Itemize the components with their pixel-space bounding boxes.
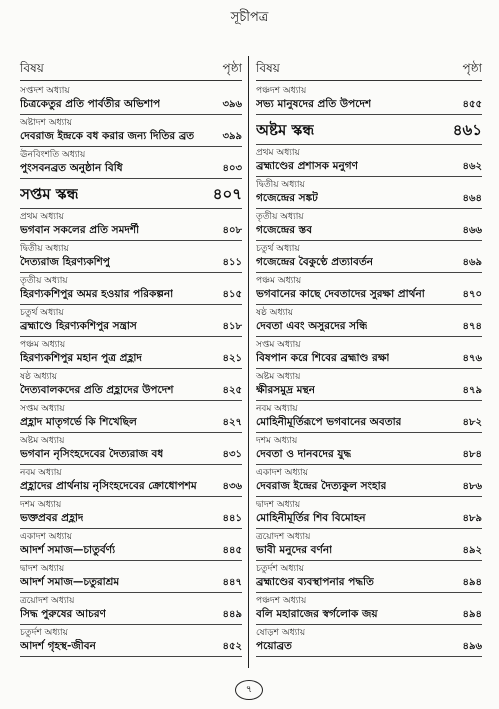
toc-entry <box>256 256 482 273</box>
entry-label: ভগবান সকলের প্রতি সমদর্শী <box>20 224 140 236</box>
entry-label: ভাবী মনুদের বর্ণনা <box>256 544 333 556</box>
toc-entry <box>20 320 242 337</box>
toc-entry <box>20 640 242 657</box>
toc-entry <box>256 480 482 497</box>
entry-page-number: ৪১১ <box>222 257 242 268</box>
entry-label: বিষপান করে শিবের ব্রহ্মাণ্ড রক্ষা <box>256 352 390 364</box>
entry-label: পঞ্চদশ অধ্যায় <box>256 596 307 606</box>
entry-page-number: ৪০৭ <box>212 185 242 203</box>
entry-label: অষ্টম অধ্যায় <box>256 372 301 382</box>
entry-label: একাদশ অধ্যায় <box>256 468 309 478</box>
entry-page-number: ৪০৩ <box>222 163 242 174</box>
chapter-heading <box>20 305 242 320</box>
entry-label: গজেন্দ্রের স্তব <box>256 224 313 236</box>
chapter-heading <box>256 433 482 448</box>
chapter-heading <box>256 561 482 576</box>
entry-label: ত্রয়োদশ অধ্যায় <box>20 596 75 606</box>
entry-label: ক্ষীরসমুদ্র মন্থন <box>256 384 315 396</box>
chapter-heading <box>20 433 242 448</box>
entry-label: প্রথম অধ্যায় <box>20 212 64 222</box>
entry-page-number: ৪৩১ <box>222 449 242 460</box>
entry-page-number: ৪৭৯ <box>462 385 482 396</box>
entry-label: চতুর্দশ অধ্যায় <box>20 628 68 638</box>
toc-left-column <box>20 60 242 657</box>
toc-entry <box>20 256 242 273</box>
column-header <box>20 60 242 81</box>
entry-page-number: ৪৯৬ <box>462 641 482 652</box>
entry-label: চতুর্থ অধ্যায় <box>256 244 300 254</box>
entry-page-number: ৪৭০ <box>462 289 482 300</box>
entry-page-number: ৪২৫ <box>222 385 242 396</box>
entry-label: দ্বিতীয় অধ্যায় <box>20 244 69 254</box>
toc-entry <box>256 544 482 561</box>
chapter-heading <box>20 529 242 544</box>
entry-label: দ্বাদশ অধ্যায় <box>256 500 301 510</box>
canto-heading <box>256 115 482 145</box>
entry-label: চিত্রকেতুর প্রতি পার্বতীর অভিশাপ <box>20 98 161 110</box>
toc-entry <box>20 352 242 369</box>
entry-page-number: ৪৮৯ <box>462 513 482 524</box>
entry-page-number: ৩৯৯ <box>222 131 242 142</box>
chapter-heading <box>256 273 482 288</box>
entry-page-number: ৪৬১ <box>452 121 482 139</box>
entry-label: প্রহ্লাদ মাতৃগর্ভে কি শিখেছিল <box>20 416 137 428</box>
entry-page-number: ৪৬২ <box>462 161 482 172</box>
entry-label: ব্রহ্মাণ্ডে হিরণ্যকশিপুর সন্ত্রাস <box>20 320 137 332</box>
entry-label: বলি মহারাজের স্বর্গলোক জয় <box>256 608 378 620</box>
toc-entry <box>256 448 482 465</box>
entry-label: দশম অধ্যায় <box>20 500 62 510</box>
toc-entry <box>256 640 482 657</box>
entry-label: তৃতীয় অধ্যায় <box>256 212 304 222</box>
chapter-heading <box>256 209 482 224</box>
entry-label: পয়োব্রত <box>256 640 292 652</box>
entry-label: ঊনবিংশতি অধ্যায় <box>20 150 86 160</box>
toc-right-column <box>256 60 482 657</box>
chapter-heading <box>256 529 482 544</box>
entry-label: পঞ্চম অধ্যায় <box>256 276 302 286</box>
toc-entry <box>20 512 242 529</box>
page-header: পৃষ্ঠা <box>462 61 482 75</box>
chapter-heading <box>20 273 242 288</box>
chapter-heading <box>256 305 482 320</box>
entry-page-number: ৪৭৬ <box>462 353 482 364</box>
entry-label: আদর্শ সমাজ—চতুরাশ্রম <box>20 576 120 588</box>
entry-label: ত্রয়োদশ অধ্যায় <box>256 532 311 542</box>
entry-label: নবম অধ্যায় <box>256 404 298 414</box>
entry-label: ভগবান নৃসিংহদেবের দৈত্যরাজ বধ <box>20 448 164 460</box>
entry-page-number: ৪২৭ <box>222 417 242 428</box>
column-header <box>256 60 482 81</box>
entry-page-number: ৪৯৪ <box>462 577 482 588</box>
chapter-heading <box>256 83 482 98</box>
entry-page-number: ৪৮৬ <box>462 481 482 492</box>
entry-page-number: ৪১৮ <box>222 321 242 332</box>
entry-label: দ্বিতীয় অধ্যায় <box>256 180 305 190</box>
chapter-heading <box>20 401 242 416</box>
toc-entry <box>20 384 242 401</box>
chapter-heading <box>20 369 242 384</box>
entry-label: অষ্টম স্কন্ধ <box>256 121 315 139</box>
toc-entry <box>20 162 242 179</box>
chapter-heading <box>20 561 242 576</box>
chapter-heading <box>256 177 482 192</box>
entry-page-number: ৪৬৬ <box>462 225 482 236</box>
toc-entry <box>256 416 482 433</box>
column-divider <box>248 56 249 668</box>
toc-entry <box>20 416 242 433</box>
toc-entry <box>256 98 482 115</box>
entry-label: ব্রহ্মাণ্ডের ব্যবস্থাপনার পদ্ধতি <box>256 576 374 588</box>
entry-label: দৈত্যবালকদের প্রতি প্রহ্লাদের উপদেশ <box>20 384 174 396</box>
entry-page-number: ৪৪৫ <box>222 545 242 556</box>
chapter-heading <box>256 625 482 640</box>
entry-label: সপ্তদশ অধ্যায় <box>20 86 70 96</box>
entry-label: একাদশ অধ্যায় <box>20 532 73 542</box>
toc-right-rows <box>256 83 482 657</box>
entry-label: প্রথম অধ্যায় <box>256 148 300 158</box>
entry-page-number: ৪৪১ <box>222 513 242 524</box>
chapter-heading <box>20 83 242 98</box>
entry-label: দশম অধ্যায় <box>256 436 298 446</box>
toc-entry <box>20 448 242 465</box>
entry-label: সপ্তম স্কন্ধ <box>20 185 79 203</box>
page-title: সূচীপত্র <box>230 10 269 25</box>
entry-label: চতুর্থ অধ্যায় <box>20 308 64 318</box>
entry-page-number: ৪৬৪ <box>462 193 482 204</box>
chapter-heading <box>20 209 242 224</box>
entry-label: সিদ্ধ পুরুষের আচরণ <box>20 608 106 620</box>
toc-entry <box>256 160 482 177</box>
chapter-heading <box>256 401 482 416</box>
entry-label: দেবরাজ ইন্দ্রের দৈত্যকুল সংহার <box>256 480 387 492</box>
entry-label: ষষ্ঠ অধ্যায় <box>256 308 294 318</box>
toc-entry <box>20 544 242 561</box>
entry-page-number: ৪২১ <box>222 353 242 364</box>
entry-page-number: ৪৪৭ <box>222 577 242 588</box>
entry-page-number: ৪০৮ <box>222 225 242 236</box>
entry-page-number: ৪৮২ <box>462 417 482 428</box>
chapter-heading <box>256 593 482 608</box>
subject-header: বিষয় <box>256 61 280 75</box>
entry-label: তৃতীয় অধ্যায় <box>20 276 68 286</box>
entry-label: আদর্শ গৃহস্থ-জীবন <box>20 640 96 652</box>
entry-label: অষ্টম অধ্যায় <box>20 436 65 446</box>
entry-label: ষোড়শ অধ্যায় <box>256 628 306 638</box>
page-header: পৃষ্ঠা <box>222 61 242 75</box>
entry-page-number: ৪৫৫ <box>462 99 482 110</box>
entry-label: দেবতা এবং অসুরদের সন্ধি <box>256 320 368 332</box>
chapter-heading <box>256 465 482 480</box>
entry-label: সপ্তম অধ্যায় <box>256 340 301 350</box>
toc-entry <box>20 576 242 593</box>
chapter-heading <box>20 625 242 640</box>
entry-label: অষ্টাদশ অধ্যায় <box>20 118 73 128</box>
entry-label: পঞ্চদশ অধ্যায় <box>256 86 307 96</box>
chapter-heading <box>20 337 242 352</box>
toc-entry <box>256 224 482 241</box>
toc-entry <box>20 288 242 305</box>
toc-entry <box>256 576 482 593</box>
entry-page-number: ৪১৫ <box>222 289 242 300</box>
entry-label: ব্রহ্মাণ্ডের প্রশাসক মনুগণ <box>256 160 358 172</box>
entry-label: গজেন্দ্রের সঙ্কট <box>256 192 318 204</box>
toc-entry <box>256 608 482 625</box>
toc-entry <box>256 192 482 209</box>
entry-label: মোহিনীমূর্তির শিব বিমোহন <box>256 512 366 524</box>
entry-label: চতুর্দশ অধ্যায় <box>256 564 304 574</box>
entry-label: পঞ্চম অধ্যায় <box>20 340 66 350</box>
toc-entry <box>20 98 242 115</box>
toc-entry <box>20 130 242 147</box>
chapter-heading <box>256 145 482 160</box>
entry-label: ভগবানের কাছে দেবতাদের সুরক্ষা প্রার্থনা <box>256 288 425 300</box>
chapter-heading <box>256 497 482 512</box>
entry-label: প্রহ্লাদের প্রার্থনায় নৃসিংহদেবের ক্রোধোপশম <box>20 480 197 492</box>
entry-label: ভক্তপ্রবর প্রহ্লাদ <box>20 512 84 524</box>
entry-page-number: ৪৭৪ <box>462 321 482 332</box>
entry-label: দ্বাদশ অধ্যায় <box>20 564 65 574</box>
toc-entry <box>256 288 482 305</box>
chapter-heading <box>20 115 242 130</box>
entry-label: হিরণ্যকশিপুর মহান পুত্র প্রহ্লাদ <box>20 352 142 364</box>
toc-entry <box>256 352 482 369</box>
toc-entry <box>20 480 242 497</box>
entry-label: পুংসবনব্রত অনুষ্ঠান বিধি <box>20 162 123 174</box>
subject-header: বিষয় <box>20 61 44 75</box>
toc-left-rows <box>20 83 242 657</box>
toc-entry <box>256 320 482 337</box>
entry-label: দৈত্যরাজ হিরণ্যকশিপু <box>20 256 110 268</box>
entry-page-number: ৩৯৬ <box>222 99 242 110</box>
chapter-heading <box>20 241 242 256</box>
entry-page-number: ৪৯৪ <box>462 609 482 620</box>
entry-label: সপ্তম অধ্যায় <box>20 404 65 414</box>
toc-entry <box>20 608 242 625</box>
entry-page-number: ৪৫২ <box>222 641 242 652</box>
entry-label: নবম অধ্যায় <box>20 468 62 478</box>
entry-page-number: ৪৪৯ <box>222 609 242 620</box>
chapter-heading <box>20 593 242 608</box>
entry-label: ষষ্ঠ অধ্যায় <box>20 372 58 382</box>
entry-page-number: ৪৮৪ <box>462 449 482 460</box>
canto-heading <box>20 179 242 209</box>
entry-label: আদর্শ সমাজ—চাতুর্বর্ণ্য <box>20 544 116 556</box>
entry-page-number: ৪৯২ <box>462 545 482 556</box>
entry-label: দেবতা ও দানবদের যুদ্ধ <box>256 448 352 460</box>
toc-entry <box>256 512 482 529</box>
entry-label: হিরণ্যকশিপুর অমর হওয়ার পরিকল্পনা <box>20 288 174 300</box>
toc-entry <box>256 384 482 401</box>
entry-page-number: ৪৬৯ <box>462 257 482 268</box>
chapter-heading <box>256 369 482 384</box>
entry-label: সভ্য মানুষদের প্রতি উপদেশ <box>256 98 372 110</box>
entry-label: দেবরাজ ইন্দ্রকে বধ করার জন্য দিতির ব্রত <box>20 130 195 142</box>
chapter-heading <box>20 147 242 162</box>
entry-label: মোহিনীমূর্তিরূপে ভগবানের অবতার <box>256 416 402 428</box>
chapter-heading <box>256 241 482 256</box>
chapter-heading <box>20 465 242 480</box>
chapter-heading <box>256 337 482 352</box>
entry-page-number: ৪৩৬ <box>222 481 242 492</box>
toc-entry <box>20 224 242 241</box>
page-number: ৭ <box>235 680 263 700</box>
entry-label: গজেন্দ্রের বৈকুণ্ঠে প্রত্যাবর্তন <box>256 256 374 268</box>
chapter-heading <box>20 497 242 512</box>
